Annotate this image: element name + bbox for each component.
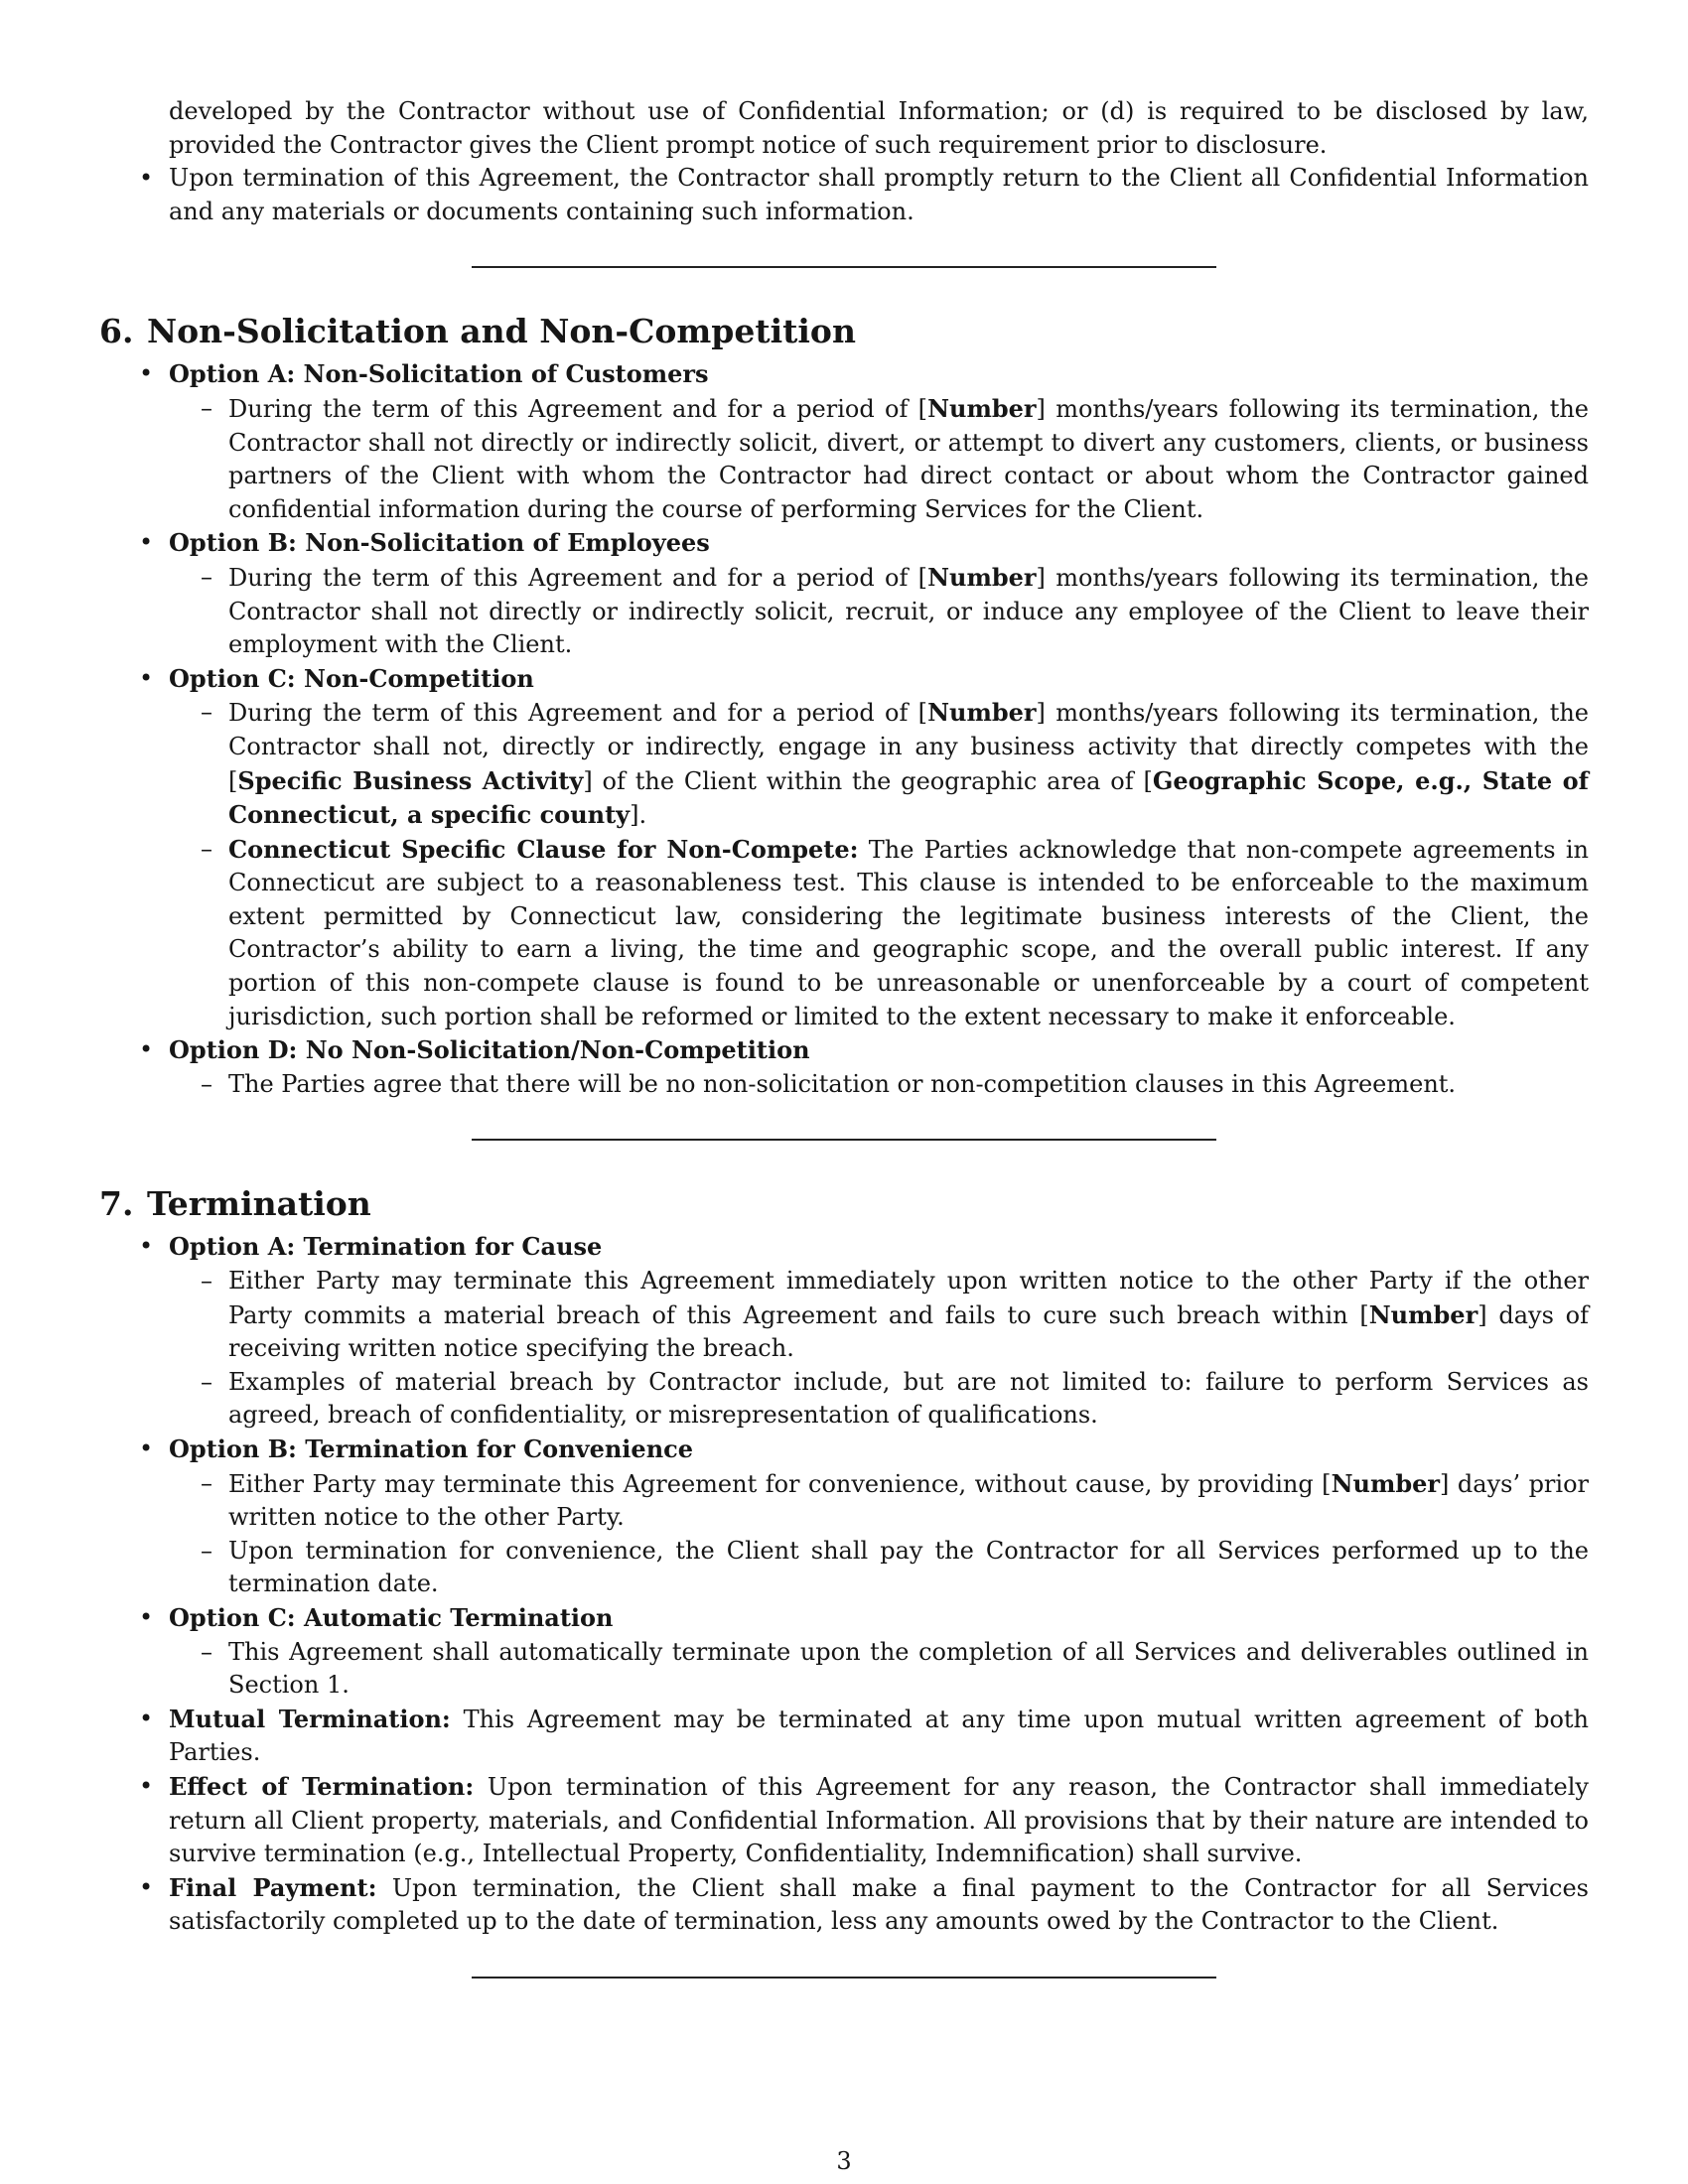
confidentiality-list: [99, 162, 1589, 228]
option-title: Option B: Non-Solicitation of Employees: [169, 528, 710, 558]
option-b-non-solicitation-employees: [99, 526, 1589, 661]
section-6-options: [99, 357, 1589, 1101]
clause-label: Mutual Termination:: [169, 1704, 451, 1733]
business-activity-placeholder: Specific Business Activity: [237, 765, 584, 795]
final-payment: • Final Payment: Upon termination, the Client shall make a final payment to the Contractor for all Services satisfactorily completed up to the date of termination, less any amounts owed by the Contractor to the Client.: [99, 1871, 1589, 1939]
option-title: Option C: Non-Competition: [169, 663, 534, 693]
mutual-termination: • Mutual Termination: This Agreement may be terminated at any time upon mutual written agreement of both Parties.: [99, 1703, 1589, 1770]
option-title: Option A: Termination for Cause: [169, 1232, 603, 1262]
option-title: Option C: Automatic Termination: [169, 1602, 614, 1632]
breach-examples: – Examples of material breach by Contractor include, but are not limited to: failure to perform Services as agreed, breach of confidentiality, or misrepresentation of qualifications.: [169, 1366, 1589, 1433]
section-divider: [472, 266, 1216, 268]
effect-of-termination: • Effect of Termination: Upon termination of this Agreement for any reason, the Contractor shall immediately return all Client property, materials, and Confidential Information. All provisions that by their nature are intended to survive termination (e.g., Intellectual Property, Confidentiality, Indemnification) shall survive.: [99, 1770, 1589, 1871]
number-placeholder: Number: [927, 562, 1037, 592]
option-c-non-competition: [99, 662, 1589, 1034]
connecticut-clause: – Connecticut Specific Clause for Non-Compete: The Parties acknowledge that non-compete agreements in Connecticut are subject to a reasonableness test. This clause is intended to be enforceable to the maximum extent permitted by Connecticut law, considering the legitimate business interests of the Client, the Contractor’s ability to earn a living, the time and geographic scope, and the overall public interest. If any portion of this non-compete clause is found to be unreasonable or unenforceable by a court of competent jurisdiction, such portion shall be reformed or limited to the extent necessary to make it enforceable.: [169, 833, 1589, 1034]
option-text: – During the term of this Agreement and for a period of [Number] months/years following its termination, the Contractor shall not directly or indirectly solicit, divert, or attempt to divert any customers, clients, or business partners of the Client with whom the Contractor had direct contact or about whom the Contractor gained confidential information during the course of performing Services for the Client.: [169, 392, 1589, 526]
option-text: – This Agreement shall automatically terminate upon the completion of all Services and deliverables outlined in Section 1.: [169, 1636, 1589, 1703]
return-information-item: • Upon termination of this Agreement, the Contractor shall promptly return to the Client all Confidential Information and any materials or documents containing such information.: [99, 162, 1589, 228]
option-b-termination-for-convenience: [99, 1433, 1589, 1601]
option-text: – Either Party may terminate this Agreement immediately upon written notice to the other Party if the other Party commits a material breach of this Agreement and fails to cure such breach within [Number] days of receiving written notice specifying the breach.: [169, 1265, 1589, 1366]
section-7-heading: 7. Termination: [99, 1184, 371, 1224]
option-a-termination-for-cause: [99, 1230, 1589, 1433]
option-c-automatic-termination: [99, 1601, 1589, 1703]
section-7-title: Termination: [147, 1184, 371, 1224]
convenience-payment: – Upon termination for convenience, the Client shall pay the Contractor for all Services performed up to the termination date.: [169, 1535, 1589, 1601]
section-divider: [472, 1977, 1216, 1979]
section-divider: [472, 1139, 1216, 1141]
option-text: – Either Party may terminate this Agreement for convenience, without cause, by providing [Number] days’ prior written notice to the other Party.: [169, 1467, 1589, 1535]
option-d-no-restrictions: [99, 1033, 1589, 1101]
document-page: [99, 95, 1589, 1979]
section-7-options: [99, 1230, 1589, 1938]
option-title: Option D: No Non-Solicitation/Non-Competition: [169, 1035, 810, 1065]
option-title: Option B: Termination for Convenience: [169, 1434, 694, 1463]
clause-label: Effect of Termination:: [169, 1771, 475, 1801]
option-text: – During the term of this Agreement and for a period of [Number] months/years following its termination, the Contractor shall not, directly or indirectly, engage in any business activity that directly competes with the [Specific Business Activity] of the Client within the geographic area of [Geographic Scope, e.g., State of Connecticut, a specific county].: [169, 696, 1589, 832]
number-placeholder: Number: [1331, 1468, 1441, 1498]
page-number: 3: [836, 2147, 852, 2175]
number-placeholder: Number: [1368, 1299, 1478, 1329]
number-placeholder: Number: [927, 698, 1037, 728]
section-6-heading: 6. Non-Solicitation and Non-Competition: [99, 312, 856, 351]
clause-label: Final Payment:: [169, 1872, 377, 1902]
option-title: Option A: Non-Solicitation of Customers: [169, 359, 709, 389]
section-6-title: Non-Solicitation and Non-Competition: [147, 312, 856, 351]
connecticut-clause-label: Connecticut Specific Clause for Non-Compete:: [228, 834, 859, 864]
option-text: – The Parties agree that there will be no non-solicitation or non-competition clauses in this Agreement.: [169, 1068, 1589, 1102]
geographic-scope-placeholder: Geographic Scope, e.g., State of Connecticut, a specific county: [228, 765, 1590, 830]
option-text: – During the term of this Agreement and for a period of [Number] months/years following its termination, the Contractor shall not directly or indirectly solicit, recruit, or induce any employee of the Client to leave their employment with the Client.: [169, 561, 1589, 662]
confidentiality-continuation: developed by the Contractor without use of Confidential Information; or (d) is required to be disclosed by law, provided the Contractor gives the Client prompt notice of such requirement prior to disclosure.: [169, 97, 1589, 159]
option-a-non-solicitation-customers: [99, 357, 1589, 526]
number-placeholder: Number: [927, 393, 1037, 423]
